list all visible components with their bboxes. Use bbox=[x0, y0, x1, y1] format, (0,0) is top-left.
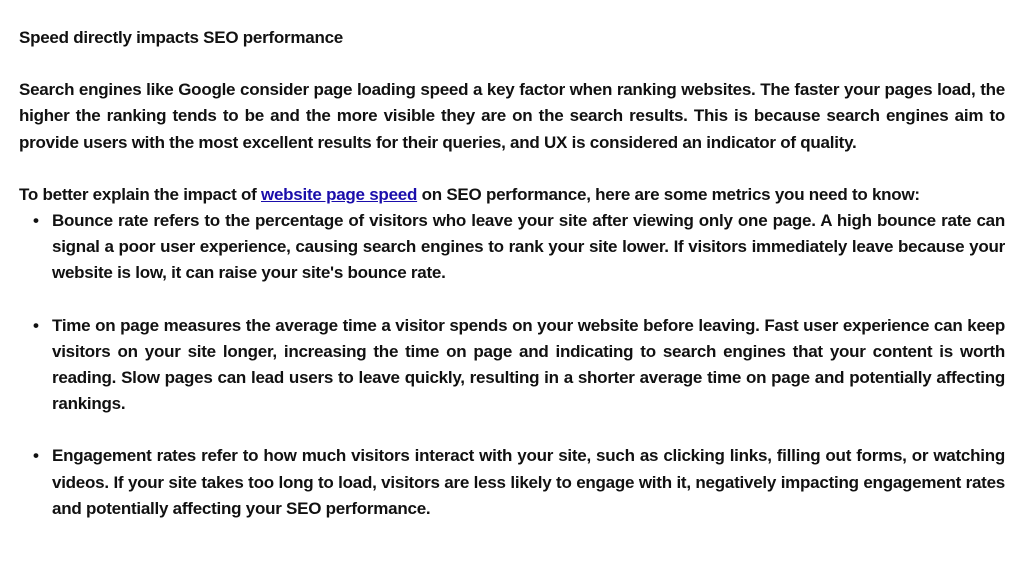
intro-text-after: on SEO performance, here are some metrics you need to know: bbox=[417, 184, 920, 204]
bullet-icon: • bbox=[33, 211, 39, 231]
list-item-time-on-page bbox=[19, 313, 1005, 418]
list-item-text: Time on page measures the average time a visitor spends on your website before leaving. Fast user experience can keep visitors on your site longer, increasing the time on page and indicating to search engines that your content is worth reading. Slow pages can lead users to leave quickly, resulting in a shorter average time on page and potentially affecting rankings. bbox=[52, 315, 1005, 414]
website-page-speed-link[interactable]: website page speed bbox=[261, 184, 418, 204]
body-paragraph: Search engines like Google consider page loading speed a key factor when ranking websites. The faster your pages load, the higher the ranking tends to be and the more visible they are on the search results. This is because search engines aim to provide users with the most excellent results for their queries, and UX is considered an indicator of quality. bbox=[19, 80, 1005, 152]
intro-text-before: To better explain the impact of bbox=[19, 184, 261, 204]
bullet-icon: • bbox=[33, 446, 39, 466]
list-item-engagement-rates bbox=[19, 443, 1005, 522]
section-heading: Speed directly impacts SEO performance bbox=[19, 28, 344, 47]
metrics-intro bbox=[19, 182, 1005, 208]
bullet-icon: • bbox=[33, 315, 39, 335]
list-item-text: Engagement rates refer to how much visitors interact with your site, such as clicking links, filling out forms, or watching videos. If your site takes too long to load, visitors are less likely to engage with it, negatively impacting engagement rates and potentially affecting your SEO performance. bbox=[52, 446, 1005, 518]
metrics-list bbox=[19, 208, 1005, 522]
list-item-text: Bounce rate refers to the percentage of visitors who leave your site after viewing only one page. A high bounce rate can signal a poor user experience, causing search engines to rank your site lower. If visitors immediately leave because your website is low, it can raise your site's bounce rate. bbox=[52, 211, 1005, 283]
list-item-bounce-rate bbox=[19, 208, 1005, 287]
